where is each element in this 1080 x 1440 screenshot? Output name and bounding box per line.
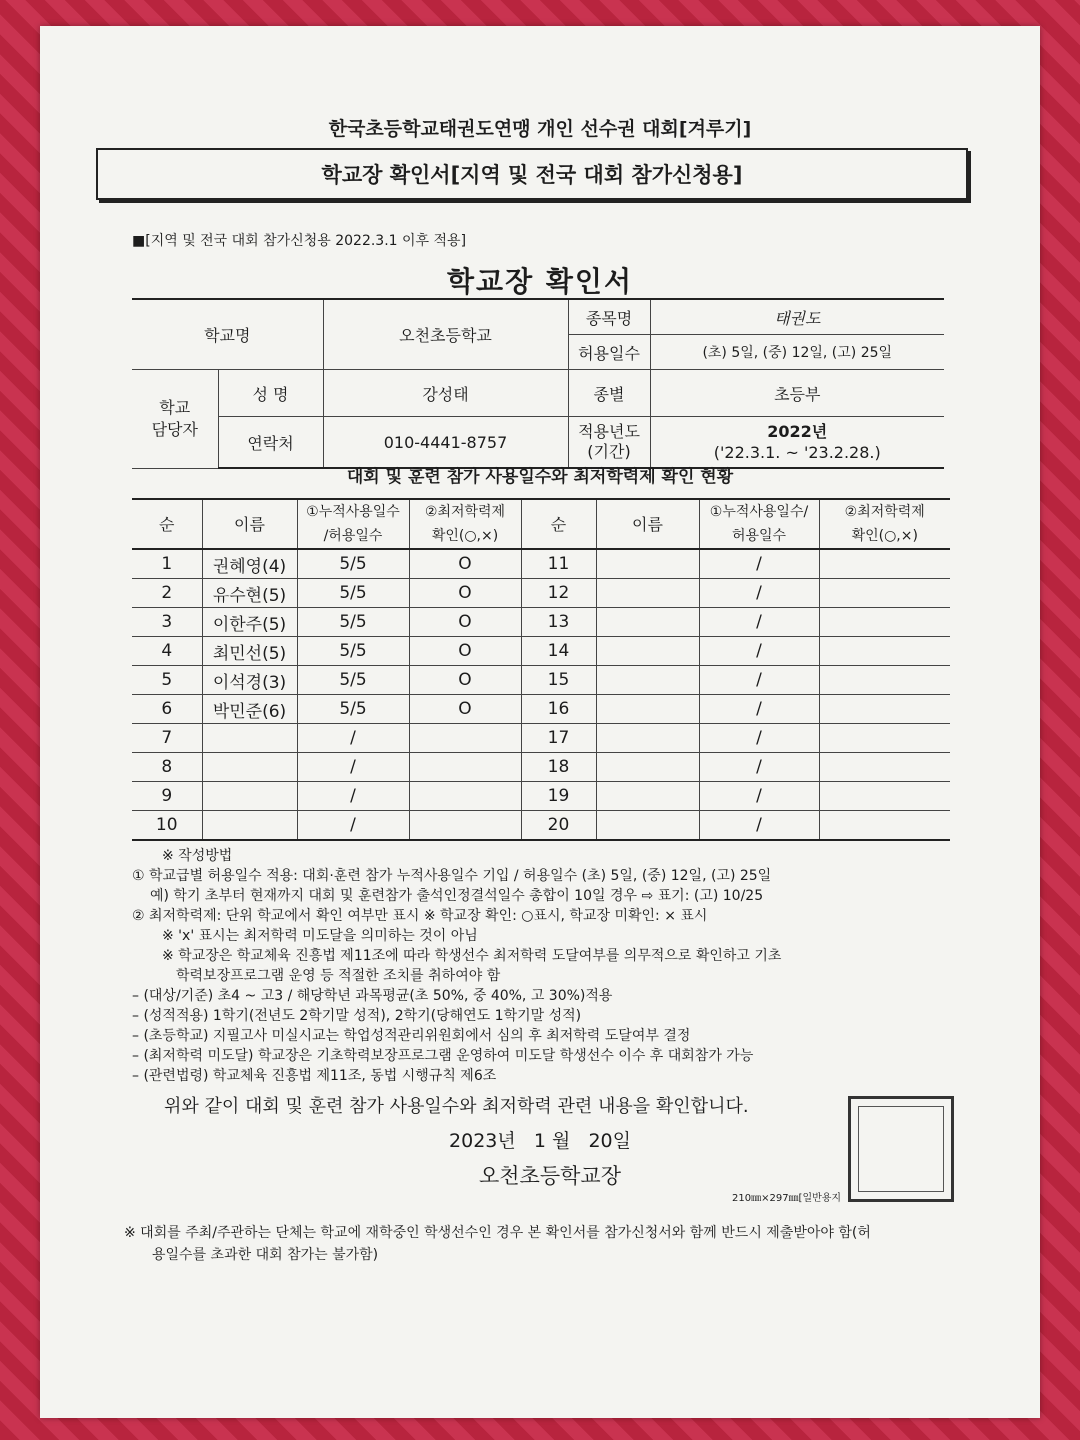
academic-check — [409, 724, 521, 753]
row-number: 15 — [521, 666, 596, 695]
row-number: 12 — [521, 579, 596, 608]
academic-check: O — [409, 549, 521, 579]
row-number: 3 — [132, 608, 202, 637]
athlete-name: 이석경(3) — [202, 666, 297, 695]
principal-signature-line: 오천초등학교장 — [478, 1164, 621, 1188]
athlete-name — [596, 666, 699, 695]
athlete-name — [202, 811, 297, 841]
days-used: 5/5 — [297, 637, 409, 666]
table-row — [132, 549, 950, 579]
header-seq: 순 — [132, 499, 202, 549]
days-used: 5/5 — [297, 579, 409, 608]
note-1b: 예) 학기 초부터 현재까지 대회 및 훈련참가 출석인정결석일수 총합이 10일 경우 ⇨ 표기: (고) 10/25 — [150, 888, 764, 904]
table-row — [132, 666, 950, 695]
row-number: 17 — [521, 724, 596, 753]
header-days-right-bottom: 허용일수 — [699, 524, 819, 549]
athlete-name — [596, 724, 699, 753]
allowed-days-label: 허용일수 — [568, 335, 650, 370]
school-name-value: 오천초등학교 — [323, 299, 568, 370]
academic-check — [819, 579, 950, 608]
certificate-paper — [40, 26, 1040, 1418]
academic-check: O — [409, 579, 521, 608]
header-acad-bottom: 확인(○,×) — [409, 524, 521, 549]
days-used: / — [297, 811, 409, 841]
category-value: 초등부 — [650, 370, 944, 417]
submission-notice-line-2: 용일수를 초과한 대회 참가는 불가함) — [152, 1247, 379, 1263]
table-row — [132, 724, 950, 753]
notes-heading: ※ 작성방법 — [162, 848, 233, 864]
days-used: / — [699, 579, 819, 608]
athlete-name — [202, 753, 297, 782]
confirmation-statement: 위와 같이 대회 및 훈련 참가 사용일수와 최저학력 관련 내용을 확인합니다. — [164, 1096, 749, 1117]
days-used: / — [699, 724, 819, 753]
contact-value: 010-4441-8757 — [323, 417, 568, 469]
detail-1: – (대상/기준) 초4 ~ 고3 / 해당학년 과목평균(초 50%, 중 40%, 고 30%)적용 — [132, 988, 613, 1004]
table-row — [132, 579, 950, 608]
note-3: ※ 'x' 표시는 최저학력 미도달을 의미하는 것이 아님 — [162, 928, 478, 944]
table-row — [132, 695, 950, 724]
athlete-name — [596, 637, 699, 666]
row-number: 2 — [132, 579, 202, 608]
row-number: 13 — [521, 608, 596, 637]
days-used: / — [297, 753, 409, 782]
row-number: 8 — [132, 753, 202, 782]
header-acad-right-bottom: 확인(○,×) — [819, 524, 950, 549]
days-used: / — [699, 608, 819, 637]
athlete-name: 이한주(5) — [202, 608, 297, 637]
school-name-label: 학교명 — [132, 299, 323, 370]
days-used: / — [699, 549, 819, 579]
athlete-name — [202, 724, 297, 753]
row-number: 5 — [132, 666, 202, 695]
days-used: / — [699, 695, 819, 724]
application-note: ■[지역 및 전국 대회 참가신청용 2022.3.1 이후 적용] — [132, 233, 467, 249]
event-label: 종목명 — [568, 299, 650, 335]
note-1a: ① 학교급별 허용일수 적용: 대회·훈련 참가 누적사용일수 기입 / 허용일수 (초) 5일, (중) 12일, (고) 25일 — [132, 868, 772, 884]
writing-instructions — [132, 846, 972, 1086]
detail-3: – (초등학교) 지필고사 미실시교는 학업성적관리위원회에서 심의 후 최저학력 도달여부 결정 — [132, 1028, 691, 1044]
days-used: 5/5 — [297, 549, 409, 579]
contact-label: 연락처 — [218, 417, 323, 469]
days-used: / — [699, 782, 819, 811]
header-days-bottom: /허용일수 — [297, 524, 409, 549]
header-name: 이름 — [202, 499, 297, 549]
form-title: 학교장 확인서[지역 및 전국 대회 참가신청용] — [321, 163, 743, 187]
academic-check — [819, 549, 950, 579]
school-info-table — [132, 298, 944, 469]
athlete-name — [596, 753, 699, 782]
seal-inner-border — [858, 1106, 944, 1192]
days-used: / — [699, 666, 819, 695]
note-4a: ※ 학교장은 학교체육 진흥법 제11조에 따라 학생선수 최저학력 도달여부를 의무적으로 확인하고 기초 — [162, 948, 782, 964]
attendance-subtitle: 대회 및 훈련 참가 사용일수와 최저학력제 확인 현황 — [346, 467, 734, 487]
table-row — [132, 782, 950, 811]
staff-name-label: 성 명 — [218, 370, 323, 417]
paper-size-note: 210㎜×297㎜[일반용지 — [732, 1193, 842, 1204]
header-days-right-top: ①누적사용일수/ — [699, 499, 819, 524]
academic-check: O — [409, 695, 521, 724]
row-number: 16 — [521, 695, 596, 724]
detail-2: – (성적적용) 1학기(전년도 2학기말 성적), 2학기(당해연도 1학기말 성적) — [132, 1008, 582, 1024]
table-row — [132, 637, 950, 666]
allowed-days-value: (초) 5일, (중) 12일, (고) 25일 — [650, 335, 944, 370]
days-used: 5/5 — [297, 608, 409, 637]
table-row — [132, 608, 950, 637]
header-acad-right-top: ②최저학력제 — [819, 499, 950, 524]
row-number: 14 — [521, 637, 596, 666]
row-number: 18 — [521, 753, 596, 782]
staff-name-value: 강성태 — [323, 370, 568, 417]
academic-check: O — [409, 608, 521, 637]
academic-check — [819, 753, 950, 782]
athlete-name: 최민선(5) — [202, 637, 297, 666]
academic-check: O — [409, 666, 521, 695]
table-row — [132, 811, 950, 841]
academic-check — [819, 637, 950, 666]
athlete-name — [596, 608, 699, 637]
submission-notice-line-1: ※ 대회를 주최/주관하는 단체는 학교에 재학중인 학생선수인 경우 본 확인서를 참가신청서와 함께 반드시 제출받아야 함(허 — [124, 1225, 871, 1241]
academic-check — [409, 753, 521, 782]
days-used: / — [699, 753, 819, 782]
year-value: 2022년 ('22.3.1. ~ '23.2.28.) — [650, 417, 944, 469]
academic-check — [819, 724, 950, 753]
academic-check — [409, 811, 521, 841]
organization-title: 한국초등학교태권도연맹 개인 선수권 대회[겨루기] — [328, 118, 752, 140]
academic-check: O — [409, 637, 521, 666]
header-acad-top: ②최저학력제 — [409, 499, 521, 524]
athlete-name — [202, 782, 297, 811]
detail-5: – (관련법령) 학교체육 진흥법 제11조, 동법 시행규칙 제6조 — [132, 1068, 497, 1084]
academic-check — [819, 608, 950, 637]
academic-check — [819, 811, 950, 841]
row-number: 6 — [132, 695, 202, 724]
note-4b: 학력보장프로그램 운영 등 적절한 조치를 취하여야 함 — [176, 968, 501, 984]
athlete-name — [596, 782, 699, 811]
academic-check — [819, 666, 950, 695]
athlete-name — [596, 811, 699, 841]
academic-check — [819, 782, 950, 811]
header-seq-right: 순 — [521, 499, 596, 549]
issue-date: 2023년 1 월 20일 — [449, 1130, 631, 1152]
header-days-top: ①누적사용일수 — [297, 499, 409, 524]
days-used: / — [699, 811, 819, 841]
athlete-name — [596, 579, 699, 608]
days-used: / — [297, 724, 409, 753]
days-used: / — [699, 637, 819, 666]
row-number: 4 — [132, 637, 202, 666]
detail-4: – (최저학력 미도달) 학교장은 기초학력보장프로그램 운영하여 미도달 학생선수 이수 후 대회참가 가능 — [132, 1048, 754, 1064]
days-used: 5/5 — [297, 666, 409, 695]
athlete-name: 박민준(6) — [202, 695, 297, 724]
days-used: 5/5 — [297, 695, 409, 724]
main-title: 학교장 확인서 — [446, 265, 634, 298]
row-number: 7 — [132, 724, 202, 753]
athlete-name: 유수현(5) — [202, 579, 297, 608]
row-number: 20 — [521, 811, 596, 841]
staff-label: 학교 담당자 — [132, 370, 218, 469]
academic-check — [819, 695, 950, 724]
athlete-name — [596, 549, 699, 579]
row-number: 1 — [132, 549, 202, 579]
row-number: 11 — [521, 549, 596, 579]
athlete-name: 권혜영(4) — [202, 549, 297, 579]
days-used: / — [297, 782, 409, 811]
form-title-box — [96, 148, 968, 200]
note-2: ② 최저학력제: 단위 학교에서 확인 여부만 표시 ※ 학교장 확인: ○표시, 학교장 미확인: × 표시 — [132, 908, 708, 924]
submission-notice — [124, 1222, 984, 1266]
academic-check — [409, 782, 521, 811]
year-label: 적용년도 (기간) — [568, 417, 650, 469]
header-name-right: 이름 — [596, 499, 699, 549]
athlete-name — [596, 695, 699, 724]
event-value: 태권도 — [650, 299, 944, 335]
row-number: 19 — [521, 782, 596, 811]
attendance-table — [132, 498, 950, 841]
category-label: 종별 — [568, 370, 650, 417]
row-number: 10 — [132, 811, 202, 841]
table-row — [132, 753, 950, 782]
row-number: 9 — [132, 782, 202, 811]
official-seal-stamp — [848, 1096, 954, 1202]
